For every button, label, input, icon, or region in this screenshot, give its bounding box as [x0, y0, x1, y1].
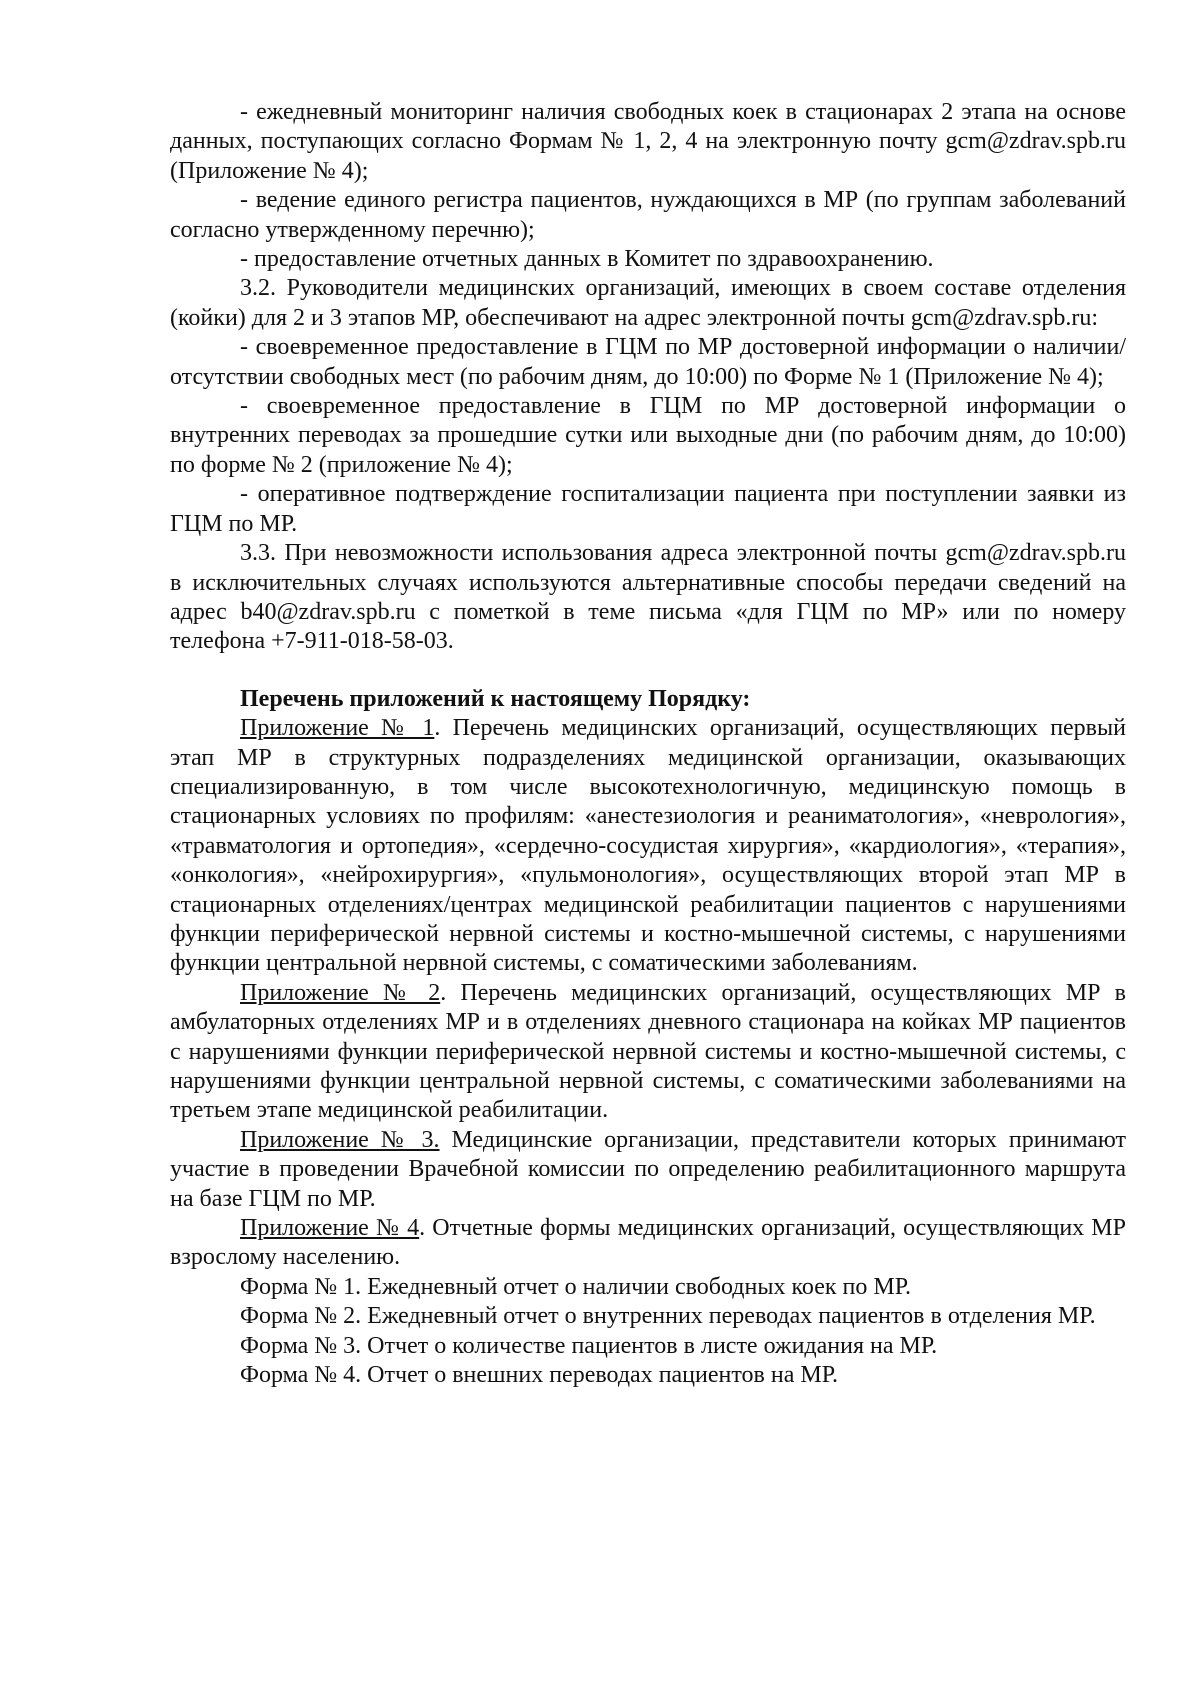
paragraph-reporting: - предоставление отчетных данных в Комитет по здравоохранению.	[240, 246, 934, 273]
appendix-3	[170, 1126, 1126, 1214]
appendix-1	[170, 714, 1126, 979]
paragraph-3-3: 3.3. При невозможности использования адреса электронной почты gcm@zdrav.spb.ru в исключительных случаях используются альтернативные способы передачи сведений на адрес b40@zdrav.spb.ru с пометкой в теме письма «для ГЦМ по МР» или по номеру телефона +7-911-018-58-03.	[170, 540, 1126, 655]
appendices-heading: Перечень приложений к настоящему Порядку:	[240, 685, 751, 712]
appendix-3-label: Приложение № 3.	[240, 1126, 440, 1153]
form-1-item: Форма № 1. Ежедневный отчет о наличии свободных коек по МР.	[240, 1273, 912, 1300]
appendix-4-label: Приложение № 4	[240, 1215, 420, 1242]
paragraph-3-2-b: - своевременное предоставление в ГЦМ по МР достоверной информации о внутренних переводах за прошедшие сутки или выходные дни (по рабочим дням, до 10:00) по форме № 2 (приложение № 4);	[170, 393, 1126, 478]
appendix-2-text: . Перечень медицинских организаций, осуществляющих МР в амбулаторных отделениях МР и в отделениях дневного стационара на койках МР пациентов с нарушениями функции периферической нервной системы и костно-мышечной системы, с нарушениями функции центральной нервной системы, с соматическими заболеваниями на третьем этапе медицинской реабилитации.	[170, 979, 1126, 1124]
form-4-item: Форма № 4. Отчет о внешних переводах пациентов на МР.	[240, 1362, 839, 1389]
appendix-1-label: Приложение № 1	[240, 715, 435, 742]
appendix-3-text: Медицинские организации, представители которых принимают участие в проведении Врачебной комиссии по определению реабилитационного маршрута на базе ГЦМ по МР.	[170, 1126, 1126, 1212]
paragraph-3-2: 3.2. Руководители медицинских организаций, имеющих в своем составе отделения (койки) для 2 и 3 этапов МР, обеспечивают на адрес электронной почты gcm@zdrav.spb.ru:	[170, 275, 1126, 331]
appendix-4-text: . Отчетные формы медицинских организаций, осуществляющих МР взрослому населению.	[170, 1215, 1126, 1271]
appendix-4	[170, 1214, 1126, 1273]
form-3-item: Форма № 3. Отчет о количестве пациентов в листе ожидания на МР.	[240, 1332, 938, 1359]
paragraph-3-2-c: - оперативное подтверждение госпитализации пациента при поступлении заявки из ГЦМ по МР.	[170, 481, 1126, 537]
appendix-2	[170, 979, 1126, 1126]
appendix-2-label: Приложение № 2	[240, 979, 441, 1006]
paragraph-registry: - ведение единого регистра пациентов, нуждающихся в МР (по группам заболеваний согласно утвержденному перечню);	[170, 187, 1126, 243]
paragraph-monitoring: - ежедневный мониторинг наличия свободных коек в стационарах 2 этапа на основе данных, поступающих согласно Формам № 1, 2, 4 на электронную почту gcm@zdrav.spb.ru (Приложение № 4);	[170, 99, 1126, 184]
form-2-item: Форма № 2. Ежедневный отчет о внутренних переводах пациентов в отделения МР.	[240, 1303, 1096, 1330]
paragraph-3-2-a: - своевременное предоставление в ГЦМ по МР достоверной информации о наличии/отсутствии свободных мест (по рабочим дням, до 10:00) по Форме № 1 (Приложение № 4);	[170, 334, 1126, 390]
appendix-1-text: . Перечень медицинских организаций, осуществляющих первый этап МР в структурных подразделениях медицинской организации, оказывающих специализированную, в том числе высокотехнологичную, медицинскую помощь в стационарных условиях по профилям: «анестезиология и реаниматология», «неврология», «травматология и ортопедия», «сердечно-сосудистая хирургия», «кардиология», «терапия», «онкология», «нейрохирургия», «пульмонология», осуществляющих второй этап МР в стационарных отделениях/центрах медицинской реабилитации пациентов с нарушениями функции периферической нервной системы и костно-мышечной системы, с нарушениями функции центральной нервной системы, с соматическими заболеваниям.	[170, 715, 1126, 977]
